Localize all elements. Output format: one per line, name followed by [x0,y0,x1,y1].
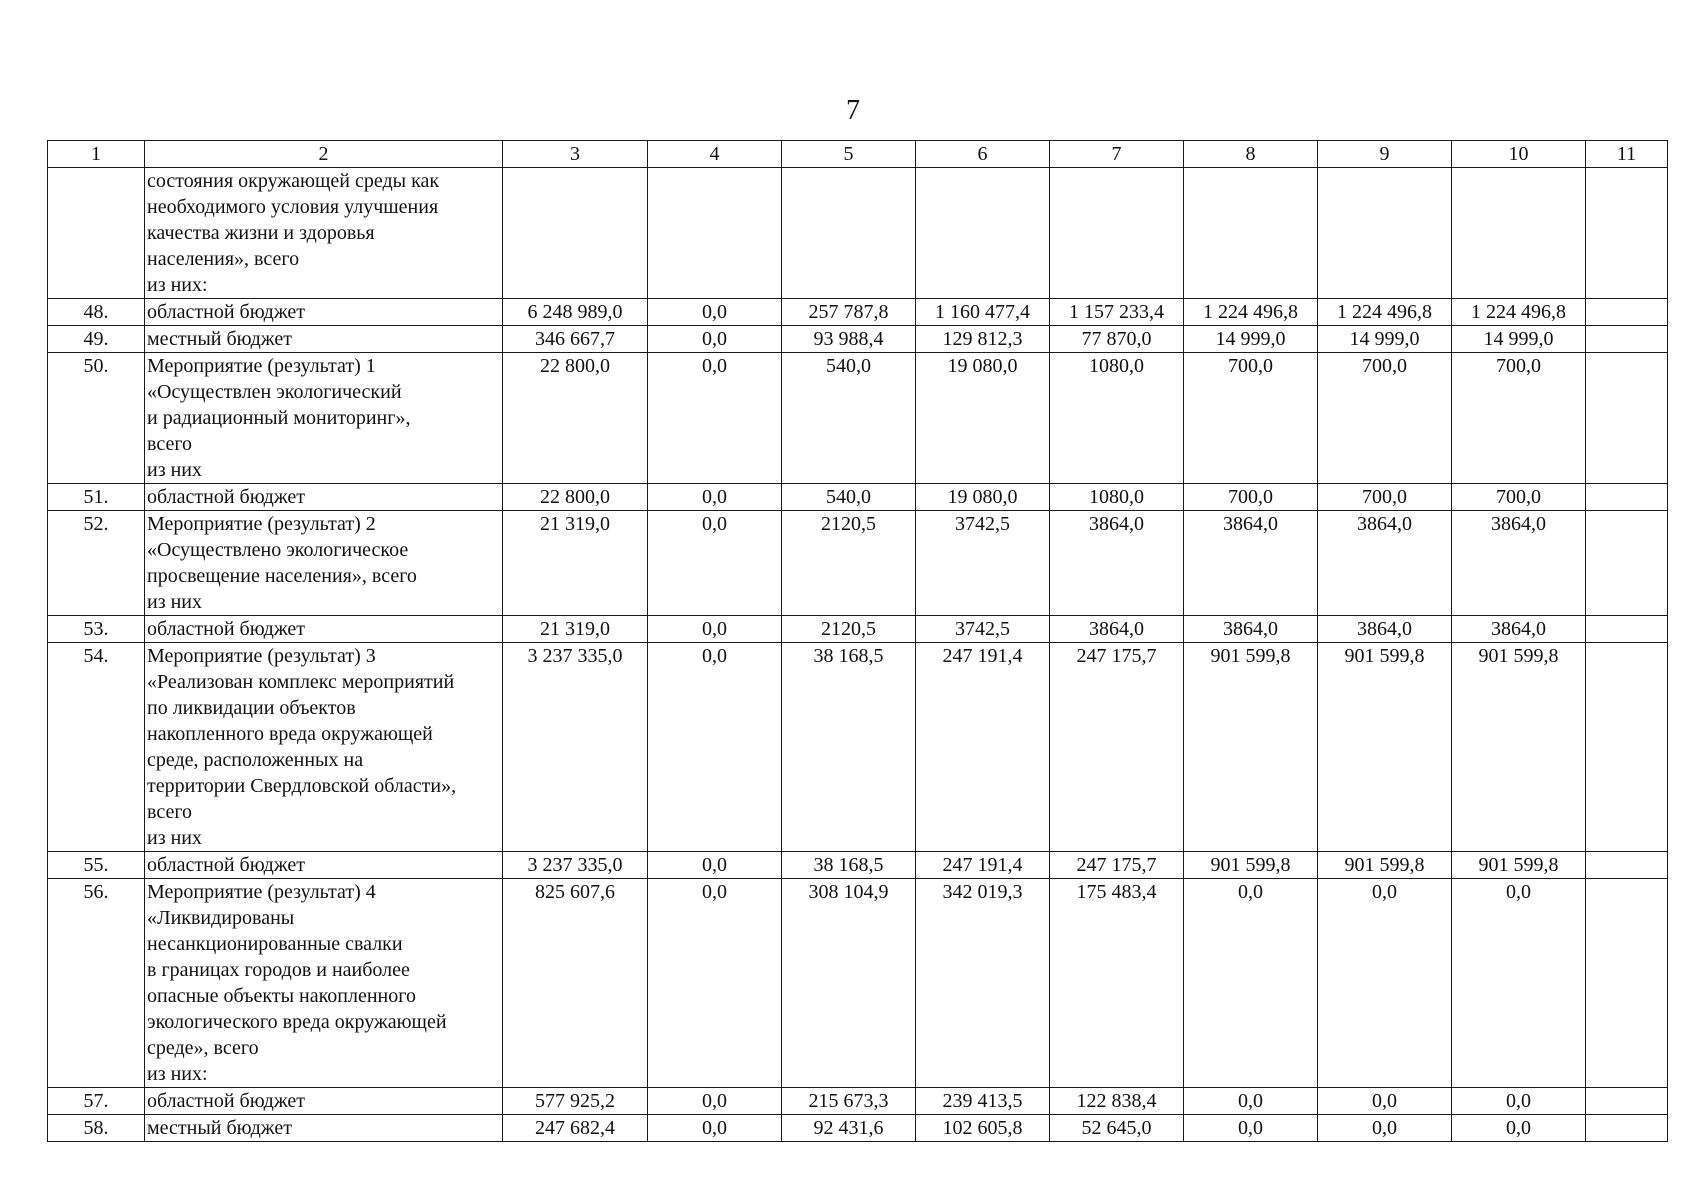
table-row [48,852,1668,879]
value-cell-col-8: 700,0 [1184,484,1318,511]
value-cell-col-11 [1586,879,1668,1088]
value-cell-col-10: 901 599,8 [1452,643,1586,852]
value-cell-col-7: 52 645,0 [1050,1115,1184,1142]
table-row [48,616,1668,643]
value-cell-col-4: 0,0 [648,326,782,353]
value-cell-col-10: 0,0 [1452,879,1586,1088]
row-name-line: из них [147,591,203,613]
row-number: 57. [48,1088,145,1115]
row-name-line: «Ликвидированы [147,907,295,929]
value-cell-col-10: 901 599,8 [1452,852,1586,879]
value-cell-col-4: 0,0 [648,616,782,643]
value-cell-col-8: 1 224 496,8 [1184,299,1318,326]
value-cell-col-9: 0,0 [1318,1088,1452,1115]
value-cell-col-11 [1586,1115,1668,1142]
table-row [48,1088,1668,1115]
row-name-line: Мероприятие (результат) 2 [147,513,376,535]
row-name-line: среде, расположенных на [147,749,364,771]
value-cell-col-11 [1586,484,1668,511]
value-cell-col-4 [648,168,782,299]
value-cell-col-9: 700,0 [1318,353,1452,484]
value-cell-col-7: 1080,0 [1050,353,1184,484]
value-cell-col-10: 14 999,0 [1452,326,1586,353]
value-cell-col-3: 825 607,6 [503,879,648,1088]
row-name-line: населения», всего [147,248,300,270]
value-cell-col-9: 0,0 [1318,879,1452,1088]
table-row [48,643,1668,852]
value-cell-col-3: 6 248 989,0 [503,299,648,326]
value-cell-col-8 [1184,168,1318,299]
row-name [145,484,503,511]
table-row [48,484,1668,511]
page-number: 7 [846,95,860,126]
table-row [48,879,1668,1088]
value-cell-col-6: 247 191,4 [916,852,1050,879]
row-number: 58. [48,1115,145,1142]
row-name-line: «Осуществлено экологическое [147,539,409,561]
value-cell-col-5: 540,0 [782,484,916,511]
column-header-7: 7 [1050,141,1184,168]
value-cell-col-4: 0,0 [648,643,782,852]
row-number: 54. [48,643,145,852]
value-cell-col-8: 901 599,8 [1184,852,1318,879]
row-number: 53. [48,616,145,643]
value-cell-col-8: 700,0 [1184,353,1318,484]
table-body [48,168,1668,1142]
value-cell-col-5: 540,0 [782,353,916,484]
value-cell-col-9: 901 599,8 [1318,852,1452,879]
value-cell-col-11 [1586,299,1668,326]
value-cell-col-5: 38 168,5 [782,852,916,879]
row-name-line: местный бюджет [147,1117,292,1139]
value-cell-col-5: 2120,5 [782,616,916,643]
value-cell-col-10: 0,0 [1452,1088,1586,1115]
column-header-2: 2 [145,141,503,168]
row-number: 51. [48,484,145,511]
value-cell-col-7: 247 175,7 [1050,852,1184,879]
column-header-1: 1 [48,141,145,168]
value-cell-col-3: 346 667,7 [503,326,648,353]
value-cell-col-3: 21 319,0 [503,511,648,616]
value-cell-col-6: 3742,5 [916,511,1050,616]
value-cell-col-3: 22 800,0 [503,484,648,511]
row-name-line: и радиационный мониторинг», [147,407,411,429]
value-cell-col-6: 3742,5 [916,616,1050,643]
value-cell-col-3: 3 237 335,0 [503,643,648,852]
value-cell-col-6: 19 080,0 [916,484,1050,511]
value-cell-col-7: 247 175,7 [1050,643,1184,852]
value-cell-col-9: 901 599,8 [1318,643,1452,852]
table-row [48,168,1668,299]
value-cell-col-4: 0,0 [648,484,782,511]
value-cell-col-5: 308 104,9 [782,879,916,1088]
value-cell-col-7: 77 870,0 [1050,326,1184,353]
row-name [145,1115,503,1142]
row-name-line: всего [147,433,193,455]
row-number [48,168,145,299]
row-name-line: территории Свердловской области», [147,775,457,797]
column-header-6: 6 [916,141,1050,168]
row-name-line: областной бюджет [147,301,306,323]
value-cell-col-10: 1 224 496,8 [1452,299,1586,326]
value-cell-col-11 [1586,511,1668,616]
value-cell-col-7 [1050,168,1184,299]
value-cell-col-3: 247 682,4 [503,1115,648,1142]
value-cell-col-3: 22 800,0 [503,353,648,484]
row-name-line: «Реализован комплекс мероприятий [147,671,455,693]
value-cell-col-6: 19 080,0 [916,353,1050,484]
value-cell-col-7: 1 157 233,4 [1050,299,1184,326]
row-name-line: накопленного вреда окружающей [147,723,433,745]
value-cell-col-8: 3864,0 [1184,616,1318,643]
value-cell-col-10: 0,0 [1452,1115,1586,1142]
column-header-11: 11 [1586,141,1668,168]
value-cell-col-6 [916,168,1050,299]
column-header-8: 8 [1184,141,1318,168]
value-cell-col-3: 21 319,0 [503,616,648,643]
row-name-line: состояния окружающей среды как [147,170,440,192]
row-name-line: областной бюджет [147,854,306,876]
row-name-line: опасные объекты накопленного [147,985,416,1007]
table-row [48,511,1668,616]
value-cell-col-7: 175 483,4 [1050,879,1184,1088]
row-name [145,643,503,852]
value-cell-col-5: 215 673,3 [782,1088,916,1115]
value-cell-col-8: 3864,0 [1184,511,1318,616]
row-number: 50. [48,353,145,484]
table-row [48,1115,1668,1142]
value-cell-col-11 [1586,1088,1668,1115]
value-cell-col-5 [782,168,916,299]
column-header-9: 9 [1318,141,1452,168]
row-name [145,616,503,643]
value-cell-col-6: 239 413,5 [916,1088,1050,1115]
row-name-line: местный бюджет [147,328,292,350]
value-cell-col-7: 1080,0 [1050,484,1184,511]
value-cell-col-6: 247 191,4 [916,643,1050,852]
row-name [145,326,503,353]
row-number: 52. [48,511,145,616]
row-number: 55. [48,852,145,879]
value-cell-col-8: 901 599,8 [1184,643,1318,852]
row-name [145,879,503,1088]
value-cell-col-9: 3864,0 [1318,616,1452,643]
value-cell-col-7: 3864,0 [1050,616,1184,643]
column-header-4: 4 [648,141,782,168]
value-cell-col-4: 0,0 [648,1088,782,1115]
row-number: 48. [48,299,145,326]
value-cell-col-10 [1452,168,1586,299]
row-name-line: Мероприятие (результат) 3 [147,645,376,667]
value-cell-col-8: 0,0 [1184,1115,1318,1142]
value-cell-col-11 [1586,168,1668,299]
row-name-line: Мероприятие (результат) 1 [147,355,376,377]
row-name-line: Мероприятие (результат) 4 [147,881,376,903]
value-cell-col-11 [1586,353,1668,484]
row-name-line: качества жизни и здоровья [147,222,375,244]
value-cell-col-4: 0,0 [648,852,782,879]
value-cell-col-10: 3864,0 [1452,511,1586,616]
row-name-line: по ликвидации объектов [147,697,356,719]
table-row [48,299,1668,326]
value-cell-col-3: 3 237 335,0 [503,852,648,879]
value-cell-col-11 [1586,852,1668,879]
value-cell-col-8: 0,0 [1184,879,1318,1088]
value-cell-col-11 [1586,326,1668,353]
value-cell-col-3: 577 925,2 [503,1088,648,1115]
row-name [145,168,503,299]
value-cell-col-9: 14 999,0 [1318,326,1452,353]
row-name-line: из них: [147,1063,208,1085]
value-cell-col-6: 342 019,3 [916,879,1050,1088]
row-number: 56. [48,879,145,1088]
value-cell-col-10: 3864,0 [1452,616,1586,643]
table-row [48,353,1668,484]
row-name-line: областной бюджет [147,618,306,640]
value-cell-col-9: 700,0 [1318,484,1452,511]
row-name-line: несанкционированные свалки [147,933,403,955]
row-name-line: в границах городов и наиболее [147,959,410,981]
row-name-line: необходимого условия улучшения [147,196,439,218]
value-cell-col-9: 1 224 496,8 [1318,299,1452,326]
column-header-10: 10 [1452,141,1586,168]
table-row [48,326,1668,353]
budget-table [47,140,1668,1142]
value-cell-col-8: 14 999,0 [1184,326,1318,353]
row-name [145,511,503,616]
value-cell-col-4: 0,0 [648,1115,782,1142]
value-cell-col-5: 92 431,6 [782,1115,916,1142]
value-cell-col-8: 0,0 [1184,1088,1318,1115]
value-cell-col-11 [1586,616,1668,643]
value-cell-col-3 [503,168,648,299]
header-row [48,141,1668,168]
value-cell-col-9 [1318,168,1452,299]
table-header [48,141,1668,168]
value-cell-col-5: 38 168,5 [782,643,916,852]
value-cell-col-5: 93 988,4 [782,326,916,353]
value-cell-col-10: 700,0 [1452,353,1586,484]
row-name-line: областной бюджет [147,1090,306,1112]
row-name [145,353,503,484]
value-cell-col-7: 122 838,4 [1050,1088,1184,1115]
row-name [145,1088,503,1115]
row-name-line: просвещение населения», всего [147,565,417,587]
row-name-line: областной бюджет [147,486,306,508]
value-cell-col-11 [1586,643,1668,852]
value-cell-col-6: 102 605,8 [916,1115,1050,1142]
value-cell-col-7: 3864,0 [1050,511,1184,616]
value-cell-col-6: 129 812,3 [916,326,1050,353]
row-name-line: экологического вреда окружающей [147,1011,447,1033]
row-name-line: всего [147,801,193,823]
row-name-line: из них [147,827,203,849]
value-cell-col-4: 0,0 [648,511,782,616]
value-cell-col-4: 0,0 [648,879,782,1088]
value-cell-col-9: 0,0 [1318,1115,1452,1142]
value-cell-col-9: 3864,0 [1318,511,1452,616]
row-name [145,852,503,879]
row-name-line: из них [147,459,203,481]
column-header-3: 3 [503,141,648,168]
value-cell-col-5: 257 787,8 [782,299,916,326]
value-cell-col-4: 0,0 [648,353,782,484]
value-cell-col-10: 700,0 [1452,484,1586,511]
value-cell-col-6: 1 160 477,4 [916,299,1050,326]
row-name-line: из них: [147,274,208,296]
row-name [145,299,503,326]
value-cell-col-4: 0,0 [648,299,782,326]
row-name-line: среде», всего [147,1037,259,1059]
value-cell-col-5: 2120,5 [782,511,916,616]
column-header-5: 5 [782,141,916,168]
row-number: 49. [48,326,145,353]
row-name-line: «Осуществлен экологический [147,381,402,403]
